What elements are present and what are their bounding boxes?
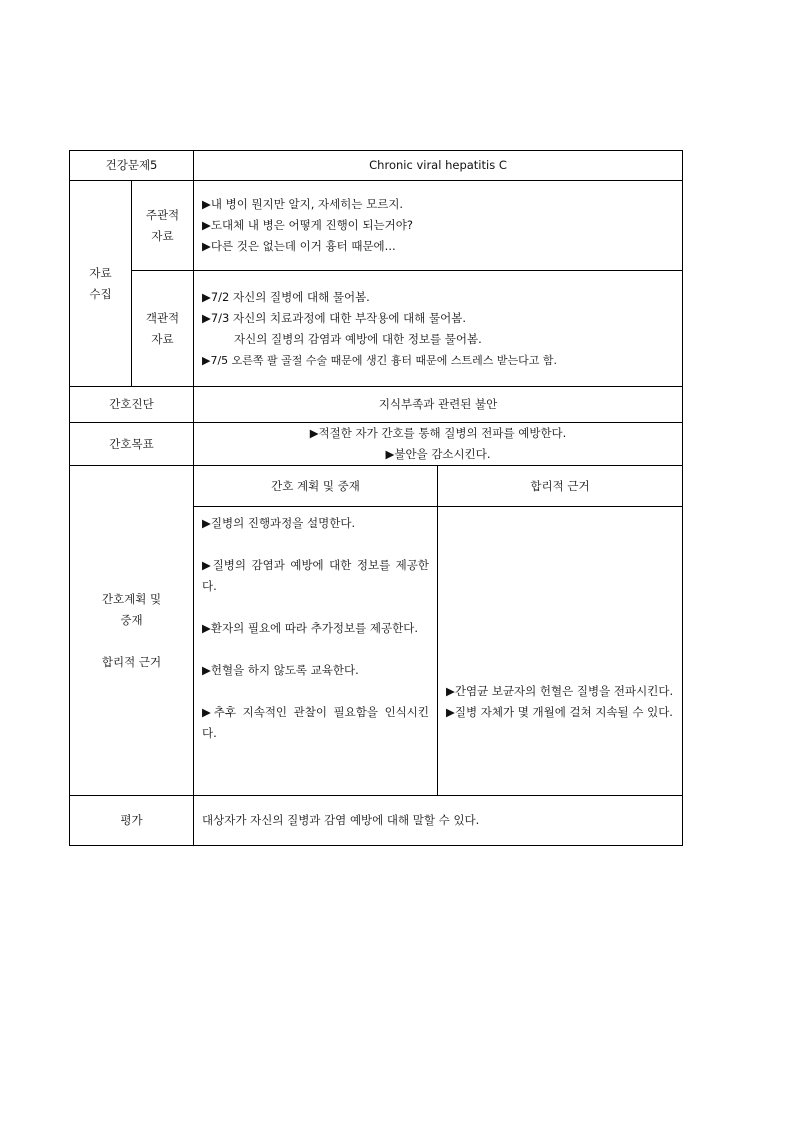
nursing-care-plan-table [69, 150, 683, 846]
intervention-column-header: 간호 계획 및 중재 [194, 466, 438, 507]
plan-label: 간호계획 및 중재 합리적 근거 [70, 466, 194, 796]
health-problem-label: 건강문제5 [70, 151, 194, 181]
intervention-content [194, 507, 438, 796]
subjective-data-row [70, 181, 683, 271]
health-problem-row [70, 151, 683, 181]
goal-item: ▶적절한 자가 간호를 통해 질병의 전파를 예방한다. [309, 426, 567, 440]
subjective-data-content [194, 181, 683, 271]
goal-item: ▶불안을 감소시킨다. [385, 447, 491, 461]
rationale-item: ▶질병 자체가 몇 개월에 걸쳐 지속될 수 있다. [446, 705, 673, 719]
intervention-item: ▶헌혈을 하지 않도록 교육한다. [202, 663, 359, 677]
intervention-item: ▶환자의 필요에 따라 추가정보를 제공한다. [202, 621, 418, 635]
goal-row [70, 423, 683, 466]
diagnosis-row [70, 387, 683, 423]
diagnosis-label: 간호진단 [70, 387, 194, 423]
data-collection-label: 자료 수집 [70, 181, 132, 387]
evaluation-value: 대상자가 자신의 질병과 감염 예방에 대해 말할 수 있다. [194, 796, 683, 846]
objective-data-content [194, 271, 683, 387]
subjective-data-label: 주관적 자료 [132, 181, 194, 271]
objective-item: 자신의 질병의 감염과 예방에 대한 정보를 물어봄. [234, 331, 482, 346]
evaluation-row [70, 796, 683, 846]
objective-item: ▶7/5 오른쪽 팔 골절 수술 때문에 생긴 흉터 때문에 스트레스 받는다고 함. [202, 353, 558, 367]
subjective-item: ▶다른 것은 없는데 이거 흉터 때문에... [202, 239, 396, 253]
rationale-column-header: 합리적 근거 [438, 466, 683, 507]
health-problem-value: Chronic viral hepatitis C [194, 151, 683, 181]
evaluation-label: 평가 [70, 796, 194, 846]
intervention-item: ▶추후 지속적인 관찰이 필요함을 인식시킨다. [202, 705, 430, 740]
goal-label: 간호목표 [70, 423, 194, 466]
rationale-item: ▶간염균 보균자의 헌혈은 질병을 전파시킨다. [446, 684, 674, 698]
subjective-item: ▶내 병이 뭔지만 알지, 자세히는 모르지. [202, 197, 404, 211]
objective-item: ▶7/2 자신의 질병에 대해 물어봄. [202, 289, 370, 304]
objective-data-row [70, 271, 683, 387]
subjective-item: ▶도대체 내 병은 어떻게 진행이 되는거야? [202, 218, 413, 232]
objective-data-label: 객관적 자료 [132, 271, 194, 387]
intervention-item: ▶질병의 감염과 예방에 대한 정보를 제공한다. [202, 558, 430, 593]
rationale-content [438, 507, 683, 796]
intervention-item: ▶질병의 진행과정을 설명한다. [202, 516, 356, 530]
goal-content [194, 423, 683, 466]
diagnosis-value: 지식부족과 관련된 불안 [194, 387, 683, 423]
objective-item: ▶7/3 자신의 치료과정에 대한 부작용에 대해 물어봄. [202, 310, 467, 325]
plan-header-row [70, 466, 683, 507]
